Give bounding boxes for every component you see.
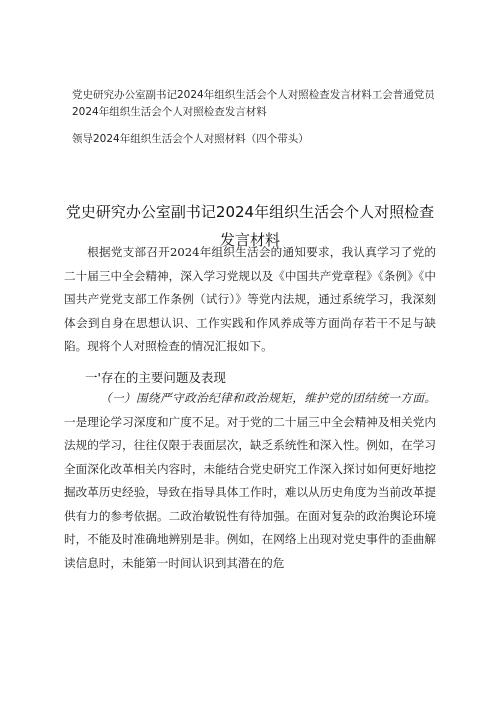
section-heading: 一'存在的主要问题及表现 (85, 370, 226, 385)
subsection-body: 一是理论学习深度和广度不足。对于党的二十届三中全会精神及相关党内法规的学习，往往仅限于表面层次，缺乏系统性和深入性。例如，在学习全面深化改革相关内容时，未能结合党史研究工作深入探讨如何更好地挖掘改革历史经验，导致在指导具体工作时，难以从历史角度为当前改革提供有力的参考依据。二政治敏锐性有待加强。在面对复杂的政治舆论环境时，不能及时准确地辨别是非。例如，在网络上出现对党史事件的歪曲解读信息时，未能第一时间认识到其潜在的危 (64, 414, 436, 570)
subsection-paragraph (64, 387, 436, 575)
header-related-title-2: 领导2024年组织生活会个人对照材料（四个带头） (72, 133, 309, 145)
header-related-titles: 党史研究办公室副书记2024年组织生活会个人对照检查发言材料工会普通党员2024年组织生活会个人对照检查发言材料 (72, 89, 435, 118)
subsection-heading: （一）围绕严守政治纪律和政治规矩，维护党的团结统一方面。 (99, 391, 436, 405)
intro-paragraph: 根据党支部召开2024年组织生活会的通知要求，我认真学习了党的二十届三中全会精神，深入学习党规以及《中国共产党章程》《条例》《中国共产党党支部工作条例（试行）》等党内法规，通过系统学习，我深刻体会到自身在思想认识、工作实践和作风养成等方面尚存若干不足与缺陷。现将个人对照检查的情况汇报如下。 (64, 245, 436, 353)
document-title: 党史研究办公室副书记2024年组织生活会个人对照检查发言材料 (65, 203, 435, 249)
